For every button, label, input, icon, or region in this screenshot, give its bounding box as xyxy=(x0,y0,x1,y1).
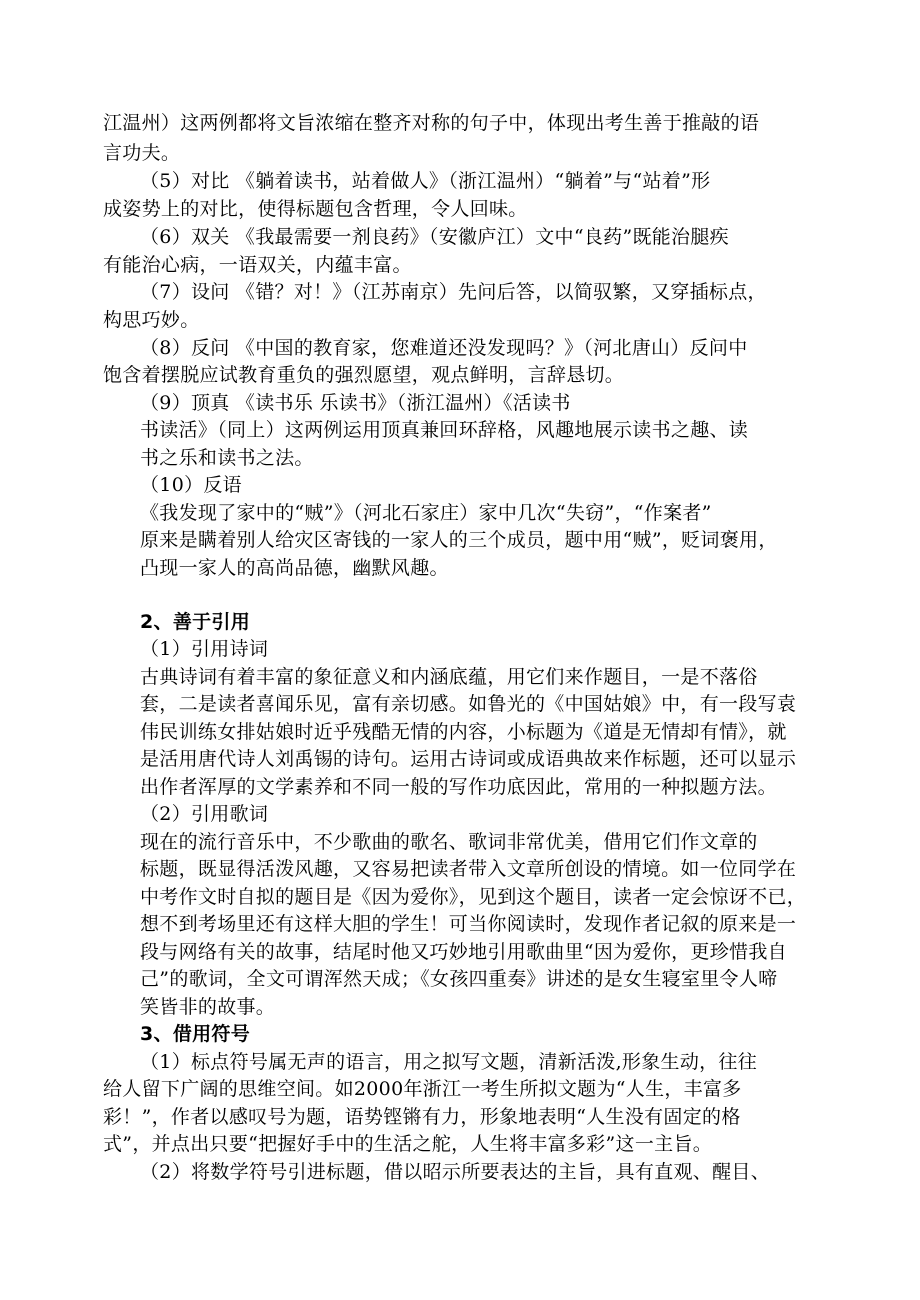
text-line: 是活用唐代诗人刘禹锡的诗句。运用古诗词或成语典故来作标题，还可以显示 xyxy=(140,748,797,770)
text-line: 己”的歌词，全文可谓浑然天成；《女孩四重奏》讲述的是女生寝室里令人啼 xyxy=(140,968,778,990)
text-line: 书之乐和读书之法。 xyxy=(140,447,314,469)
text-line: 伟民训练女排姑娘时近乎残酷无情的内容，小标题为《道是无情却有情》，就 xyxy=(140,721,787,743)
text-line: （7）设问 《错？对！》（江苏南京）先问后答，以简驭繁，又穿插标点， xyxy=(140,281,767,303)
text-line: 给人留下广阔的思维空间。如2000年浙江一考生所拟文题为“人生，丰富多 xyxy=(103,1078,742,1100)
text-line: 《我发现了家中的“贼”》（河北石家庄）家中几次“失窃”，“作案者” xyxy=(140,502,712,524)
text-line: （1）引用诗词 xyxy=(140,638,269,660)
text-line: 套，二是读者喜闻乐见，富有亲切感。如鲁光的《中国姑娘》中，有一段写袁 xyxy=(140,693,797,715)
text-line: 成姿势上的对比，使得标题包含哲理，令人回味。 xyxy=(103,198,528,220)
text-line: 式”，并点出只要“把握好手中的生活之舵，人生将丰富多彩”这一主旨。 xyxy=(103,1133,713,1155)
text-line: （2）将数学符号引进标题，借以昭示所要表达的主旨，具有直观、醒目、 xyxy=(140,1161,770,1183)
text-line: 构思巧妙。 xyxy=(103,309,200,331)
text-line: 原来是瞒着别人给灾区寄钱的一家人的三个成员，题中用“贼”，贬词褒用， xyxy=(140,529,778,551)
text-line: 段与网络有关的故事，结尾时他又巧妙地引用歌曲里“因为爱你，更珍惜我自 xyxy=(140,941,787,963)
text-line: （6）双关 《我最需要一剂良药》（安徽庐江）文中“良药”既能治腿疾 xyxy=(140,226,729,248)
text-line: （1）标点符号属无声的语言，用之拟写文题，清新活泼,形象生动，往往 xyxy=(140,1051,758,1073)
section-heading: 3、借用符号 xyxy=(140,1023,251,1045)
text-line: （10）反语 xyxy=(140,474,242,496)
text-line: 书读活》（同上）这两例运用顶真兼回环辞格，风趣地展示读书之趣、读 xyxy=(140,419,749,441)
text-line: 彩！”，作者以感叹号为题，语势铿锵有力，形象地表明“人生没有固定的格 xyxy=(103,1106,741,1128)
text-line: （2）引用歌词 xyxy=(140,803,269,825)
text-line: 出作者浑厚的文学素养和不同一般的写作功底因此，常用的一种拟题方法。 xyxy=(140,776,777,798)
text-line: 笑皆非的故事。 xyxy=(140,996,276,1018)
text-line: 古典诗词有着丰富的象征意义和内涵底蕴，用它们来作题目，一是不落俗 xyxy=(140,666,758,688)
text-line: 言功夫。 xyxy=(103,142,181,164)
text-line: 有能治心病，一语双关，内蕴丰富。 xyxy=(103,254,412,276)
text-line: （9）顶真 《读书乐 乐读书》（浙江温州）《活读书 xyxy=(140,392,571,414)
text-line: （8）反问 《中国的教育家，您难道还没发现吗？》（河北唐山）反问中 xyxy=(140,337,748,359)
text-line: （5）对比 《躺着读书，站着做人》（浙江温州）“躺着”与“站着”形 xyxy=(140,170,711,192)
section-heading: 2、善于引用 xyxy=(140,611,251,633)
text-line: 想不到考场里还有这样大胆的学生！可当你阅读时，发现作者记叙的原来是一 xyxy=(140,913,797,935)
text-line: 凸现一家人的高尚品德，幽默风趣。 xyxy=(140,557,449,579)
text-line: 中考作文时自拟的题目是《因为爱你》，见到这个题目，读者一定会惊讶不已， xyxy=(140,886,807,908)
text-line: 江温州）这两例都将文旨浓缩在整齐对称的句子中，体现出考生善于推敲的语 xyxy=(103,112,760,134)
text-line: 现在的流行音乐中，不少歌曲的歌名、歌词非常优美，借用它们作文章的 xyxy=(140,831,758,853)
text-line: 饱含着摆脱应试教育重负的强烈愿望，观点鲜明，言辞恳切。 xyxy=(103,364,625,386)
text-line: 标题，既显得活泼风趣，又容易把读者带入文章所创设的情境。如一位同学在 xyxy=(140,858,797,880)
